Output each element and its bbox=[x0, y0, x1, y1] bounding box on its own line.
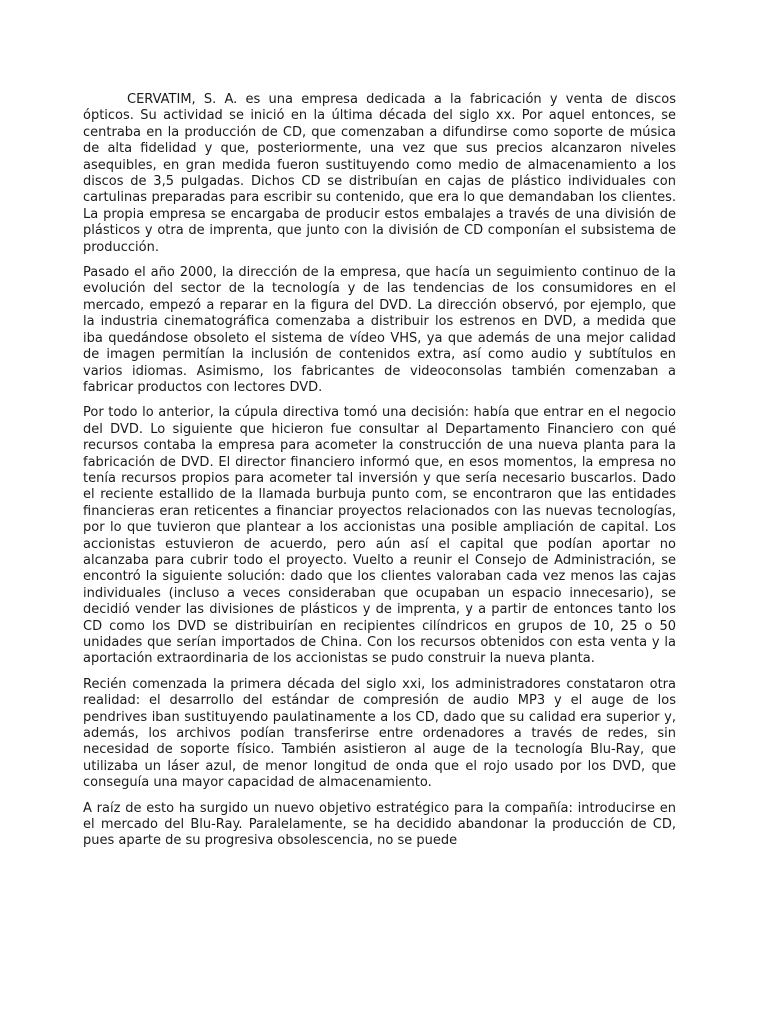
paragraph: A raíz de esto ha surgido un nuevo objetivo estratégico para la compañía: introducirse en el mercado del Blu-Ray. Paralelamente, se ha decidido abandonar la producción de CD, pues aparte de su progresiva obsolescencia, no se puede bbox=[83, 800, 676, 849]
paragraph: CERVATIM, S. A. es una empresa dedicada a la fabricación y venta de discos ópticos. Su actividad se inició en la última década del siglo xx. Por aquel entonces, se centraba en la producción de CD, que comenzaban a difundirse como soporte de música de alta fidelidad y que, posteriormente, una vez que sus precios alcanzaron niveles asequibles, en gran medida fueron sustituyendo como medio de almacenamiento a los discos de 3,5 pulgadas. Dichos CD se distribuían en cajas de plástico individuales con cartulinas preparadas para escribir su contenido, que era lo que demandaban los clientes. La propia empresa se encargaba de producir estos embalajes a través de una división de plásticos y otra de imprenta, que junto con la división de CD componían el subsistema de producción. bbox=[83, 92, 676, 255]
paragraph: Por todo lo anterior, la cúpula directiva tomó una decisión: había que entrar en el negocio del DVD. Lo siguiente que hicieron fue consultar al Departamento Financiero con qué recursos contaba la empresa para acometer la construcción de una nueva planta para la fabricación de DVD. El director financiero informó que, en esos momentos, la empresa no tenía recursos propios para acometer tal inversión y que sería necesario buscarlos. Dado el reciente estallido de la llamada burbuja punto com, se encontraron que las entidades financieras eran reticentes a financiar proyectos relacionados con las nuevas tecnologías, por lo que tuvieron que plantear a los accionistas una posible ampliación de capital. Los accionistas estuvieron de acuerdo, pero aún así el capital que podían aportar no alcanzaba para cubrir todo el proyecto. Vuelto a reunir el Consejo de Administración, se encontró la siguiente solución: dado que los clientes valoraban cada vez menos las cajas individuales (incluso a veces consideraban que ocupaban un espacio innecesario), se decidió vender las divisiones de plásticos y de imprenta, y a partir de entonces tanto los CD como los DVD se distribuirían en recipientes cilíndricos en grupos de 10, 25 o 50 unidades que serían importados de China. Con los recursos obtenidos con esta venta y la aportación extraordinaria de los accionistas se pudo construir la nueva planta. bbox=[83, 405, 676, 667]
document-body bbox=[83, 92, 676, 859]
paragraph: Recién comenzada la primera década del siglo xxi, los administradores constataron otra realidad: el desarrollo del estándar de compresión de audio MP3 y el auge de los pendrives iban sustituyendo paulatinamente a los CD, dado que su calidad era superior y, además, los archivos podían transferirse entre ordenadores a través de redes, sin necesidad de soporte físico. También asistieron al auge de la tecnología Blu-Ray, que utilizaba un láser azul, de menor longitud de onda que el rojo usado por los DVD, que conseguía una mayor capacidad de almacenamiento. bbox=[83, 676, 676, 791]
paragraph: Pasado el año 2000, la dirección de la empresa, que hacía un seguimiento continuo de la evolución del sector de la tecnología y de las tendencias de los consumidores en el mercado, empezó a reparar en la figura del DVD. La dirección observó, por ejemplo, que la industria cinematográfica comenzaba a distribuir los estrenos en DVD, a medida que iba quedándose obsoleto el sistema de vídeo VHS, ya que además de una mejor calidad de imagen permitían la inclusión de contenidos extra, así como audio y subtítulos en varios idiomas. Asimismo, los fabricantes de videoconsolas también comenzaban a fabricar productos con lectores DVD. bbox=[83, 265, 676, 395]
